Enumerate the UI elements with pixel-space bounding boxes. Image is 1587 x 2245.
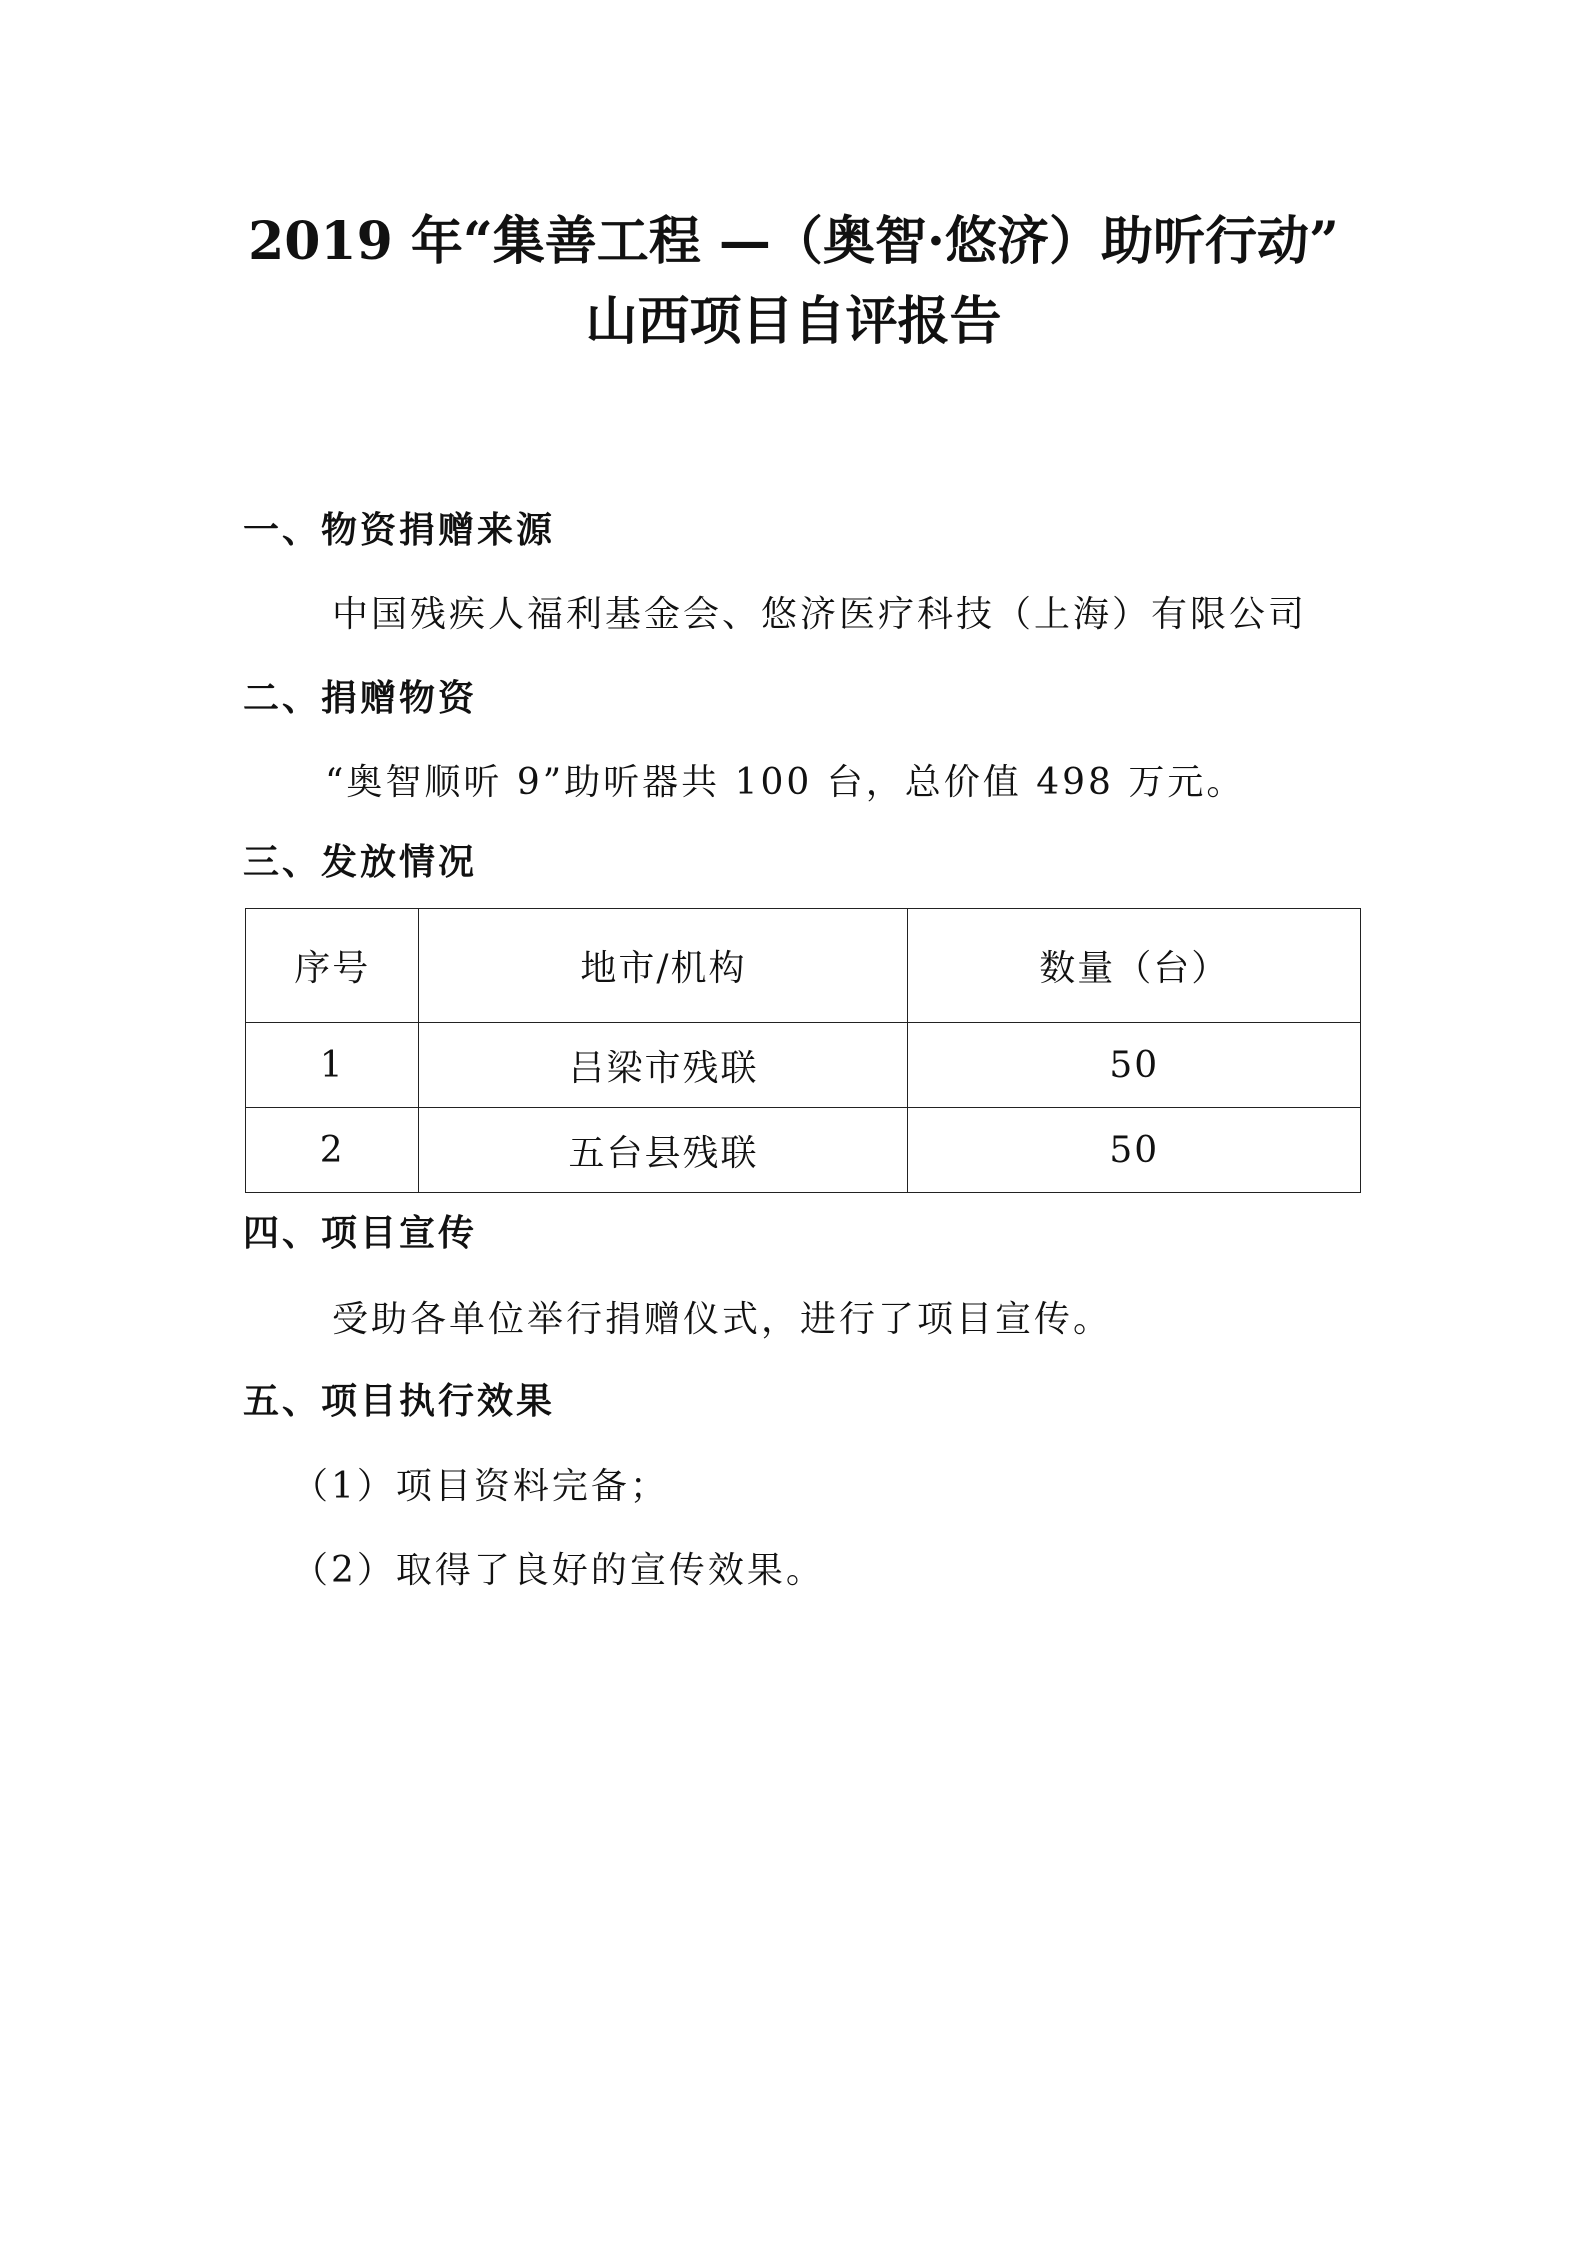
section-heading-results: 五、项目执行效果: [243, 1381, 556, 1422]
donation-source-text: 中国残疾人福利基金会、悠济医疗科技（上海）有限公司: [332, 594, 1308, 635]
row-city-org: 五台县残联: [419, 1108, 908, 1193]
row-city-org: 吕梁市残联: [419, 1023, 908, 1108]
row-index: 1: [246, 1023, 419, 1108]
result-item-2: （2）取得了良好的宣传效果。: [292, 1550, 825, 1591]
publicity-text: 受助各单位举行捐赠仪式，进行了项目宣传。: [332, 1299, 1113, 1340]
distribution-table: [245, 908, 1361, 1193]
report-title-line-2: 山西项目自评报告: [585, 291, 1002, 352]
table-row: [246, 1023, 1361, 1108]
report-title-line-1: 2019 年“集善工程 —（奥智·悠济）助听行动”: [248, 211, 1339, 272]
section-heading-publicity: 四、项目宣传: [243, 1213, 478, 1254]
header-quantity: 数量（台）: [908, 909, 1361, 1023]
result-item-1: （1）项目资料完备；: [292, 1466, 669, 1507]
header-index: 序号: [246, 909, 419, 1023]
header-city-org: 地市/机构: [419, 909, 908, 1023]
section-heading-donation-source: 一、物资捐赠来源: [243, 510, 556, 551]
donated-goods-text: “奥智顺听 9”助听器共 100 台，总价值 498 万元。: [325, 762, 1246, 803]
row-quantity: 50: [908, 1108, 1361, 1193]
section-heading-distribution: 三、发放情况: [243, 842, 478, 883]
row-quantity: 50: [908, 1023, 1361, 1108]
row-index: 2: [246, 1108, 419, 1193]
section-heading-donated-goods: 二、捐赠物资: [243, 678, 478, 719]
table-row: [246, 1108, 1361, 1193]
table-header-row: [246, 909, 1361, 1023]
